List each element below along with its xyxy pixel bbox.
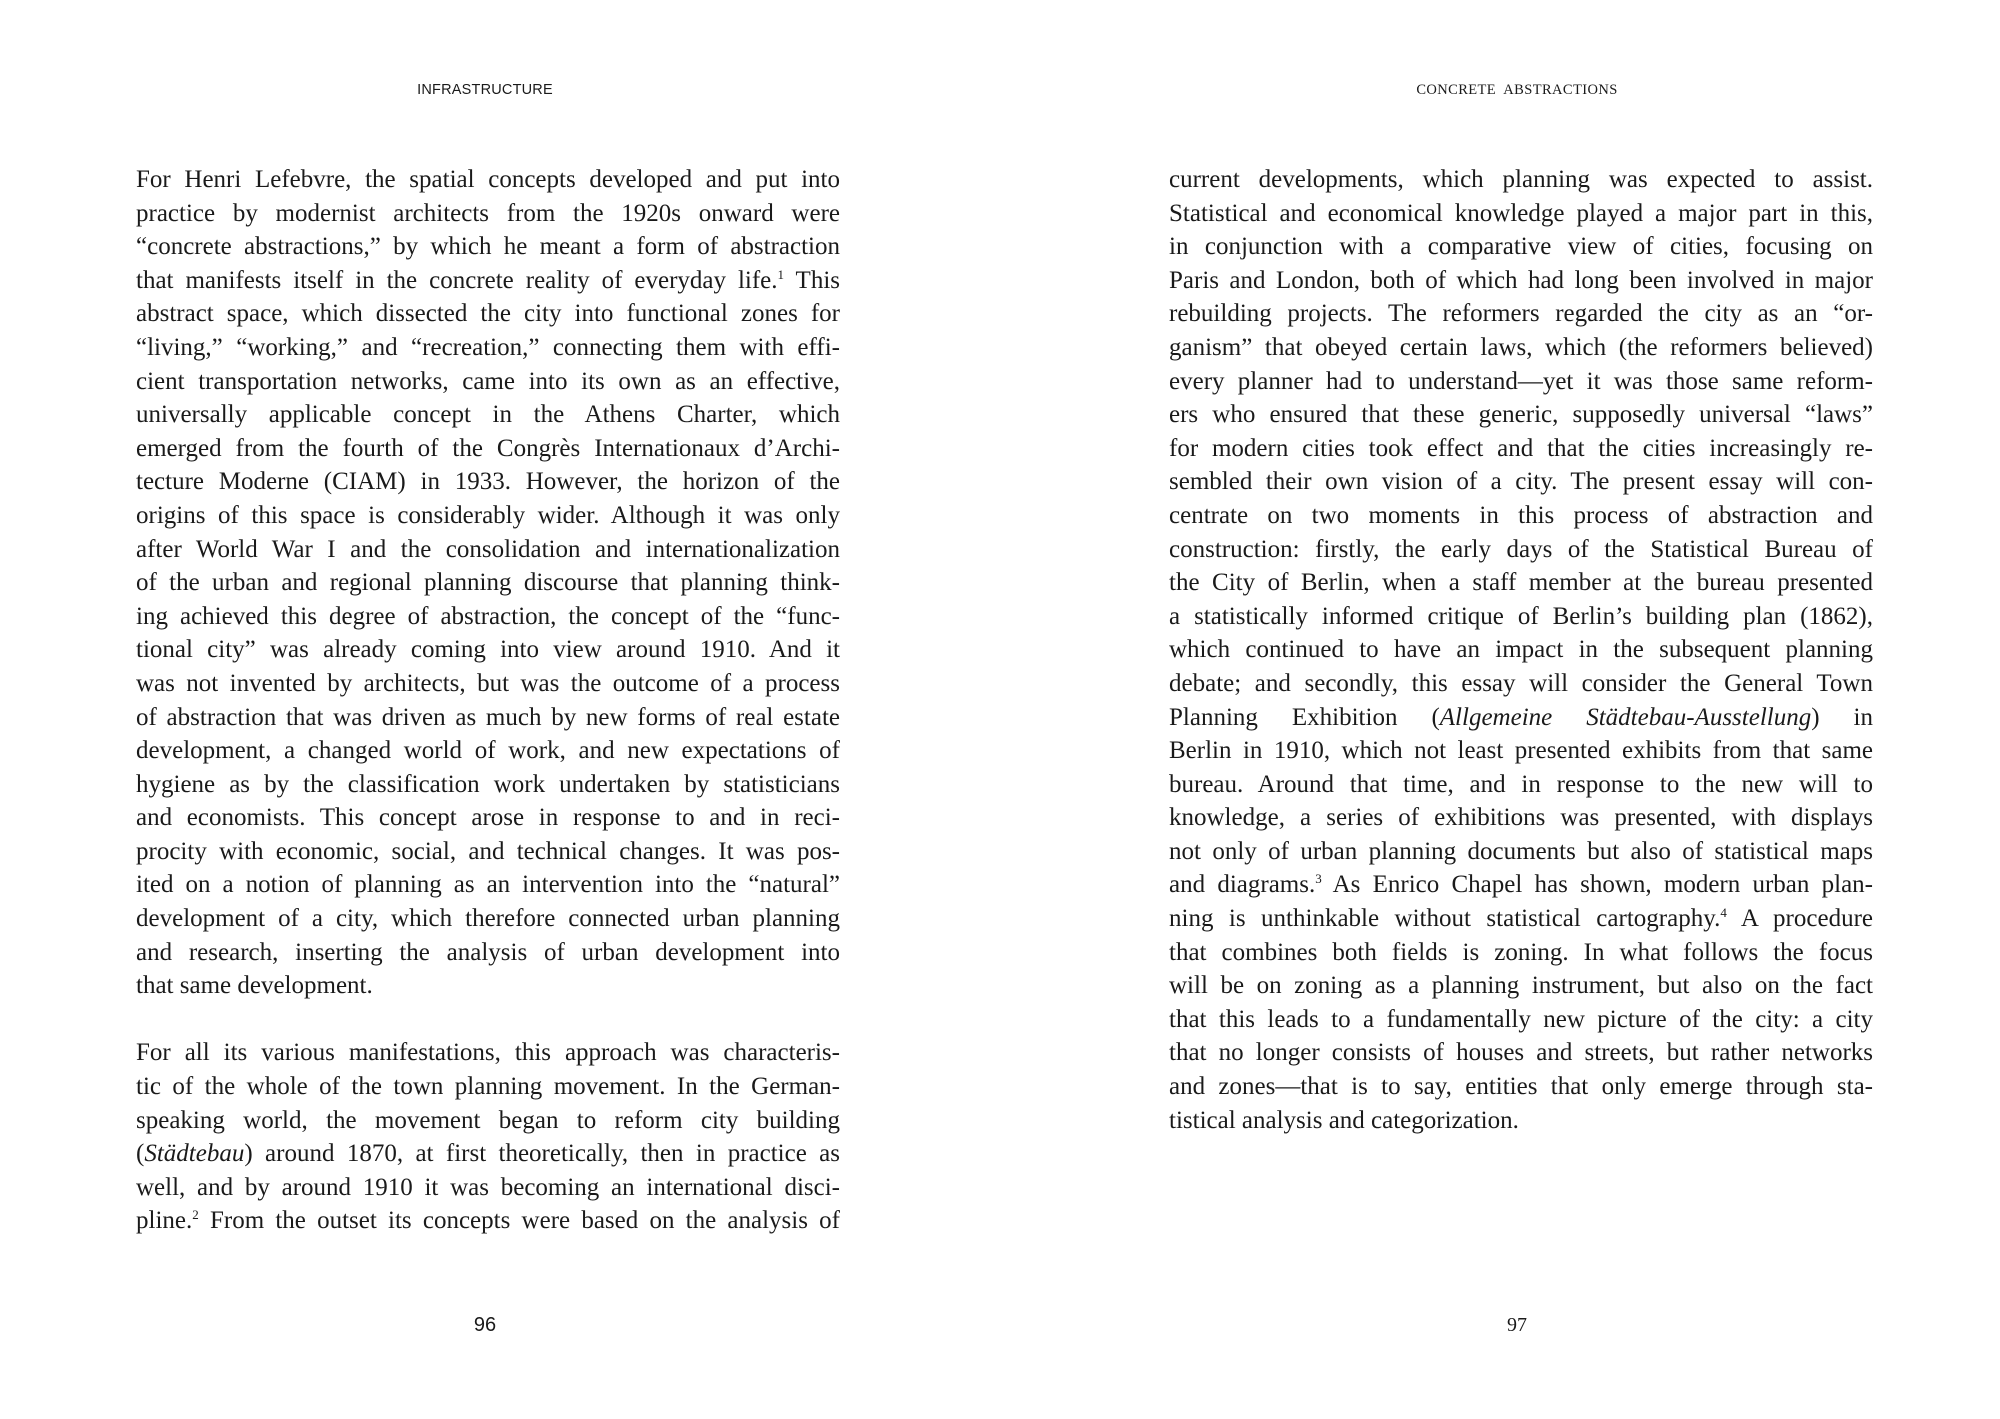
footnote-marker[interactable]: 2	[192, 1207, 199, 1223]
body-text-column	[1169, 163, 1873, 1137]
text-line: and research, inserting the analysis of urban development into	[136, 938, 840, 966]
text-line: ers who ensured that these generic, supposedly universal “laws”	[1169, 401, 1873, 429]
text-line: “concrete abstractions,” by which he meant a form of abstraction	[136, 233, 840, 261]
text-line: tional city” was already coming into view around 1910. And it	[136, 636, 840, 664]
text-line: Statistical and economical knowledge played a major part in this,	[1169, 199, 1873, 227]
footnote-marker[interactable]: 1	[777, 266, 785, 282]
text-line: current developments, which planning was expected to assist.	[1169, 166, 1873, 193]
text-line: and zones—that is to say, entities that only emerge through sta-	[1169, 1073, 1873, 1101]
text-line: not only of urban planning documents but also of statistical maps	[1169, 837, 1873, 865]
text-line: the City of Berlin, when a staff member at the bureau presented	[1169, 569, 1873, 597]
text-line: that no longer consists of houses and streets, but rather networks	[1169, 1039, 1873, 1067]
paragraph	[136, 163, 840, 1003]
text-line: universally applicable concept in the Athens Charter, which	[136, 401, 840, 429]
paragraph-gap	[136, 1003, 840, 1037]
text-line: “living,” “working,” and “recreation,” connecting them with effi-	[136, 333, 840, 361]
text-line: and economists. This concept arose in response to and in reci-	[136, 804, 840, 832]
text-line: tic of the whole of the town planning movement. In the German-	[136, 1073, 840, 1101]
text-line: and diagrams.$^3$ As Enrico Chapel has shown, modern urban plan-	[1169, 871, 1874, 899]
text-line: For Henri Lefebvre, the spatial concepts developed and put into	[136, 166, 840, 193]
text-line: hygiene as by the classification work undertaken by statisticians	[136, 770, 840, 798]
text-line: in conjunction with a comparative view of cities, focusing on	[1169, 233, 1873, 261]
text-line: after World War I and the consolidation and internationalization	[136, 535, 840, 563]
text-line: procity with economic, social, and technical changes. It was pos-	[136, 837, 840, 865]
footnote-marker[interactable]: 4	[1720, 905, 1727, 921]
text-line: tecture Moderne (CIAM) in 1933. However, the horizon of the	[136, 468, 840, 496]
page-number: 96	[473, 1314, 497, 1336]
text-line: tistical analysis and categorization.	[1169, 1106, 1519, 1134]
text-line: will be on zoning as a planning instrument, but also on the fact	[1169, 972, 1873, 1000]
text-line: was not invented by architects, but was the outcome of a process	[136, 669, 840, 697]
text-line: ing achieved this degree of abstraction, the concept of the “func-	[136, 602, 840, 630]
italic-term: Allgemeine Städtebau-Ausstellung	[1439, 703, 1812, 731]
text-line: of abstraction that was driven as much by new forms of real estate	[136, 703, 840, 731]
text-line: of the urban and regional planning discourse that planning think-	[136, 569, 840, 597]
text-line: abstract space, which dissected the city into functional zones for	[136, 300, 840, 328]
text-line: centrate on two moments in this process of abstraction and	[1169, 501, 1873, 529]
text-line: debate; and secondly, this essay will consider the General Town	[1169, 669, 1873, 697]
text-line: (Städtebau) around 1870, at first theoretically, then in practice as	[136, 1140, 840, 1168]
text-line: sembled their own vision of a city. The present essay will con-	[1169, 468, 1873, 496]
text-line: every planner had to understand—yet it was those same reform-	[1169, 367, 1873, 395]
text-line: Planning Exhibition (Allgemeine Städtebau-Ausstellung) in	[1169, 703, 1873, 731]
text-line: cient transportation networks, came into its own as an effective,	[136, 367, 840, 395]
text-line: practice by modernist architects from the 1920s onward were	[136, 199, 840, 227]
italic-term: Städtebau	[144, 1140, 245, 1168]
text-line: Berlin in 1910, which not least presented exhibits from that same	[1169, 737, 1873, 765]
text-line: ning is unthinkable without statistical cartography.$^4$ A procedure	[1169, 905, 1873, 933]
text-line: Paris and London, both of which had long been involved in major	[1169, 266, 1873, 294]
text-line: for modern cities took effect and that the cities increasingly re-	[1169, 434, 1873, 462]
text-line: ganism” that obeyed certain laws, which (the reformers believed)	[1169, 333, 1873, 361]
footnote-marker[interactable]: 3	[1315, 871, 1322, 887]
body-text-column	[136, 163, 840, 1238]
text-line: that manifests itself in the concrete reality of everyday life.$^1$ This	[136, 266, 840, 294]
running-head: CONCRETE ABSTRACTIONS	[1416, 82, 1618, 98]
text-line: well, and by around 1910 it was becoming an international disci-	[136, 1173, 840, 1201]
text-line: ited on a notion of planning as an intervention into the “natural”	[136, 871, 840, 899]
text-line: that same development.	[136, 972, 373, 1000]
text-line: construction: firstly, the early days of the Statistical Bureau of	[1169, 535, 1873, 563]
paragraph	[136, 1036, 840, 1238]
text-line: origins of this space is considerably wider. Although it was only	[136, 501, 840, 529]
text-line: speaking world, the movement began to reform city building	[136, 1106, 840, 1134]
paragraph	[1169, 163, 1873, 1137]
text-line: bureau. Around that time, and in response to the new will to	[1169, 770, 1873, 798]
text-line: For all its various manifestations, this approach was characteris-	[136, 1039, 840, 1067]
text-line: pline.$^2$ From the outset its concepts were based on the analysis of	[136, 1207, 840, 1235]
text-line: emerged from the fourth of the Congrès Internationaux d’Archi-	[136, 434, 840, 462]
text-line: that this leads to a fundamentally new picture of the city: a city	[1169, 1005, 1873, 1033]
page-number: 97	[1507, 1314, 1527, 1336]
text-line: knowledge, a series of exhibitions was presented, with displays	[1169, 804, 1873, 832]
text-line: a statistically informed critique of Berlin’s building plan (1862),	[1169, 602, 1873, 630]
right-page	[1000, 0, 2000, 1419]
text-line: that combines both fields is zoning. In what follows the focus	[1169, 938, 1873, 966]
text-line: rebuilding projects. The reformers regarded the city as an “or-	[1169, 300, 1873, 328]
text-line: which continued to have an impact in the subsequent planning	[1169, 636, 1873, 664]
running-head: INFRASTRUCTURE	[417, 82, 553, 98]
text-line: development of a city, which therefore connected urban planning	[136, 905, 840, 933]
text-line: development, a changed world of work, and new expectations of	[136, 737, 840, 765]
